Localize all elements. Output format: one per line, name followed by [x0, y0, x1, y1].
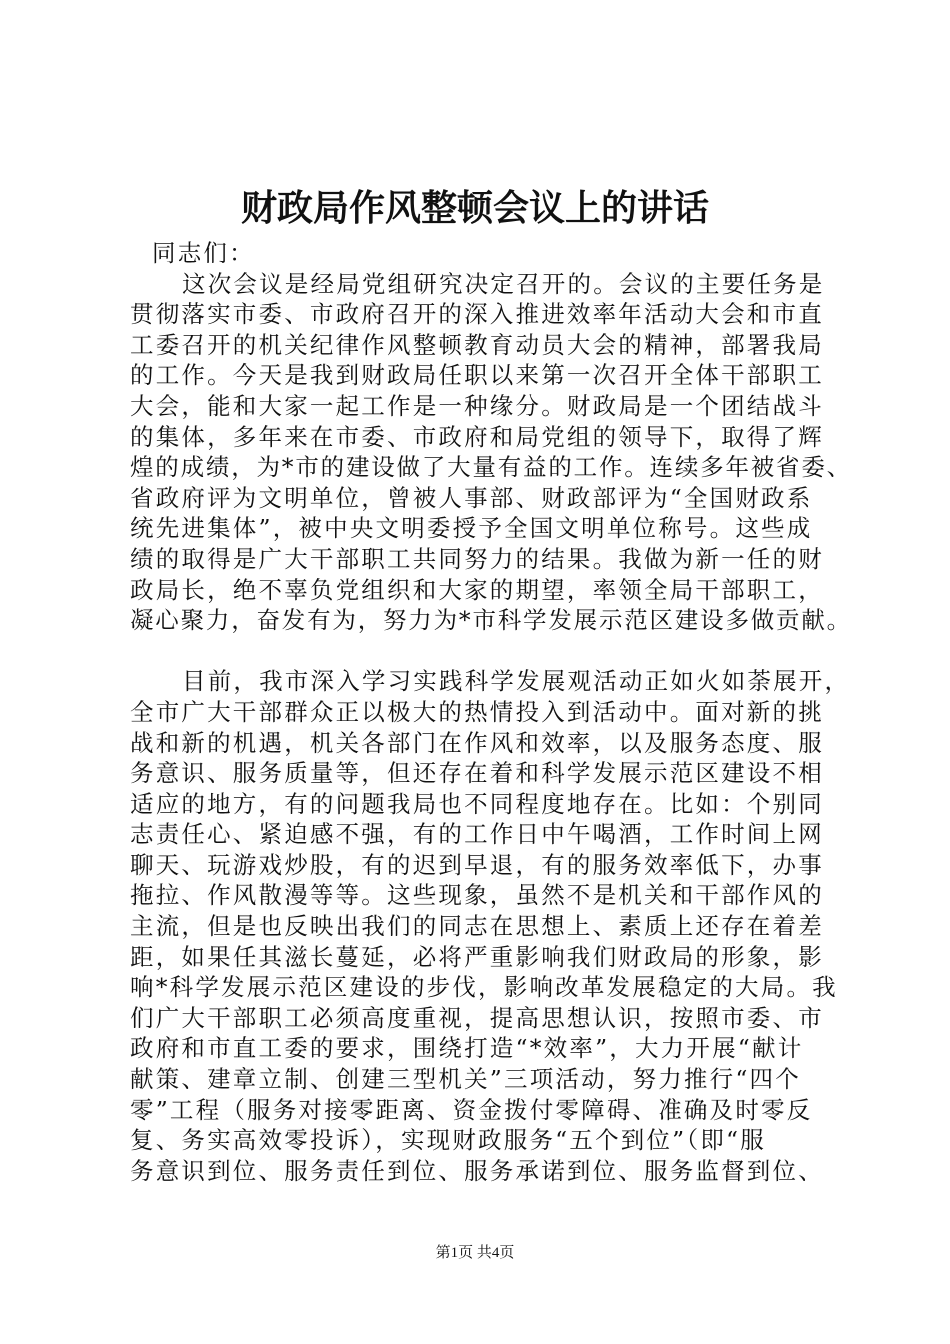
text-line: 主流，但是也反映出我们的同志在思想上、素质上还存在着差: [130, 912, 824, 941]
paragraph-spacer: [130, 636, 850, 667]
text-line: 拖拉、作风散漫等等。这些现象，虽然不是机关和干部作风的: [130, 881, 824, 910]
text-line: 战和新的机遇，机关各部门在作风和效率，以及服务态度、服: [130, 728, 824, 757]
greeting: 同志们：: [152, 239, 255, 267]
text-line: 务意识、服务质量等，但还存在着和科学发展示范区建设不相: [130, 759, 824, 788]
text-line: 响*科学发展示范区建设的步伐，影响改革发展稳定的大局。我: [130, 973, 838, 1002]
paragraph-1: [130, 269, 850, 636]
text-line: 统先进集体”，被中央文明委授予全国文明单位称号。这些成: [130, 514, 813, 543]
text-line: 大会，能和大家一起工作是一种缘分。财政局是一个团结战斗: [130, 391, 824, 420]
text-line: 政府和市直工委的要求，围绕打造“*效率”，大力开展“献计: [130, 1034, 804, 1063]
paragraph-2: [130, 666, 850, 1186]
text-line: 这次会议是经局党组研究决定召开的。会议的主要任务是: [182, 269, 825, 298]
text-line: 目前，我市深入学习实践科学发展观活动正如火如荼展开，: [182, 667, 851, 696]
text-line: 绩的取得是广大干部职工共同努力的结果。我做为新一任的财: [130, 544, 824, 573]
text-line: 务意识到位、服务责任到位、服务承诺到位、服务监督到位、: [130, 1156, 824, 1185]
text-line: 全市广大干部群众正以极大的热情投入到活动中。面对新的挑: [130, 697, 824, 726]
text-line: 的工作。今天是我到财政局任职以来第一次召开全体干部职工: [130, 361, 824, 390]
page-footer: 第1页 共4页: [435, 1245, 515, 1261]
text-line: 零”工程（服务对接零距离、资金拨付零障碍、准确及时零反: [130, 1095, 813, 1124]
text-line: 工委召开的机关纪律作风整顿教育动员大会的精神，部署我局: [130, 330, 824, 359]
text-line: 凝心聚力，奋发有为，努力为*市科学发展示范区建设多做贡献。: [130, 606, 852, 635]
document-body: [130, 238, 850, 1186]
text-line: 献策、建章立制、创建三型机关”三项活动，努力推行“四个: [130, 1065, 801, 1094]
text-line: 们广大干部职工必须高度重视，提高思想认识，按照市委、市: [130, 1003, 824, 1032]
text-line: 志责任心、紧迫感不强，有的工作日中午喝酒，工作时间上网: [130, 820, 824, 849]
text-line: 政局长，绝不辜负党组织和大家的期望，率领全局干部职工，: [130, 575, 824, 604]
text-line: 聊天、玩游戏炒股，有的迟到早退，有的服务效率低下，办事: [130, 850, 824, 879]
text-line: 的集体，多年来在市委、市政府和局党组的领导下，取得了辉: [130, 422, 824, 451]
text-line: 距，如果任其滋长蔓延，必将严重影响我们财政局的形象，影: [130, 942, 824, 971]
document-title: 财政局作风整顿会议上的讲话: [240, 187, 709, 229]
text-line: 贯彻落实市委、市政府召开的深入推进效率年活动大会和市直: [130, 300, 824, 329]
text-line: 煌的成绩，为*市的建设做了大量有益的工作。连续多年被省委、: [130, 453, 852, 482]
text-line: 省政府评为文明单位，曾被人事部、财政部评为“全国财政系: [130, 483, 813, 512]
text-line: 复、务实高效零投诉），实现财政服务“五个到位”（即“服: [130, 1126, 766, 1155]
text-line: 适应的地方，有的问题我局也不同程度地存在。比如：个别同: [130, 789, 824, 818]
